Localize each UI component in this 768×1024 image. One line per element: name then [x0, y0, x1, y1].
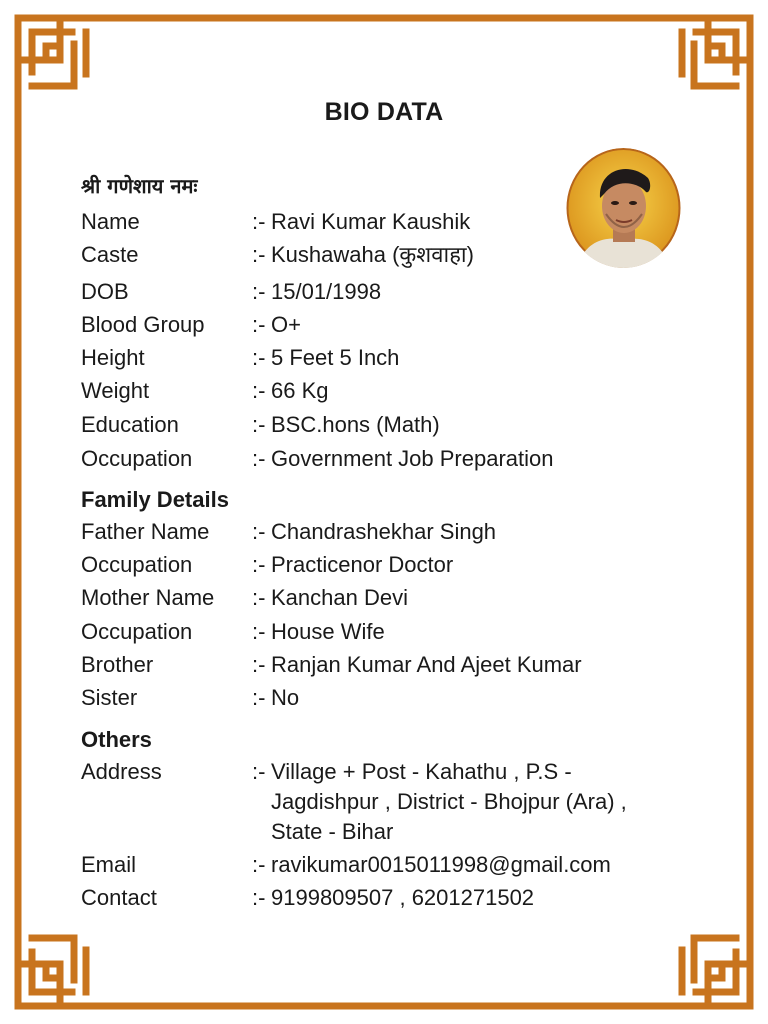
field-label: Contact — [81, 885, 157, 910]
field-separator: :- — [252, 685, 266, 710]
field-value: O+ — [271, 312, 301, 337]
field-separator: :- — [252, 345, 266, 370]
field-label: Occupation — [81, 619, 193, 644]
field-separator: :- — [252, 312, 266, 337]
section-heading-others: Others — [81, 727, 152, 752]
field-label: Education — [81, 412, 179, 437]
field-label: Occupation — [81, 552, 193, 577]
field-separator: :- — [252, 652, 266, 677]
field-separator: :- — [252, 412, 266, 437]
field-value: House Wife — [271, 619, 385, 644]
field-value: Chandrashekhar Singh — [271, 519, 497, 544]
field-label: Weight — [81, 378, 150, 403]
field-label: Name — [81, 209, 140, 234]
field-separator: :- — [252, 552, 266, 577]
field-value: 15/01/1998 — [271, 279, 382, 304]
field-label: Father Name — [81, 519, 210, 544]
section-heading-family: Family Details — [81, 487, 229, 512]
email-value: ravikumar0015011998@gmail.com — [271, 852, 611, 877]
field-separator: :- — [252, 585, 266, 610]
field-separator: :- — [252, 852, 266, 877]
field-separator: :- — [252, 519, 266, 544]
field-label: Height — [81, 345, 145, 370]
field-separator: :- — [252, 619, 266, 644]
field-value: Practicenor Doctor — [271, 552, 454, 577]
field-value: Ravi Kumar Kaushik — [271, 209, 471, 234]
field-label: Blood Group — [81, 312, 205, 337]
field-value-line: State - Bihar — [271, 819, 394, 844]
field-label: Sister — [81, 685, 138, 710]
field-value-line: Jagdishpur , District - Bhojpur (Ara) , — [271, 789, 627, 814]
blessing-text: श्री गणेशाय नमः — [81, 174, 198, 198]
field-label: Caste — [81, 242, 139, 267]
field-value: Ranjan Kumar And Ajeet Kumar — [271, 652, 582, 677]
field-label: DOB — [81, 279, 129, 304]
contact-value: 9199809507 , 6201271502 — [271, 885, 535, 910]
field-separator: :- — [252, 759, 266, 784]
field-value: 66 Kg — [271, 378, 329, 403]
field-value: Kanchan Devi — [271, 585, 408, 610]
field-label: Email — [81, 852, 137, 877]
field-value: Government Job Preparation — [271, 446, 554, 471]
field-separator: :- — [252, 378, 266, 403]
field-value: BSC.hons (Math) — [271, 412, 440, 437]
field-separator: :- — [252, 242, 266, 267]
field-value: No — [271, 685, 300, 710]
field-value: Kushawaha (कुशवाहा) — [271, 242, 474, 267]
field-value: 5 Feet 5 Inch — [271, 345, 400, 370]
field-label: Occupation — [81, 446, 193, 471]
field-separator: :- — [252, 279, 266, 304]
field-label: Address — [81, 759, 162, 784]
profile-photo — [566, 148, 681, 268]
field-separator: :- — [252, 446, 266, 471]
field-value-line: Village + Post - Kahathu , P.S - — [271, 759, 572, 784]
field-separator: :- — [252, 209, 266, 234]
page-title: BIO DATA — [324, 98, 444, 126]
field-label: Mother Name — [81, 585, 215, 610]
field-label: Brother — [81, 652, 154, 677]
field-separator: :- — [252, 885, 266, 910]
